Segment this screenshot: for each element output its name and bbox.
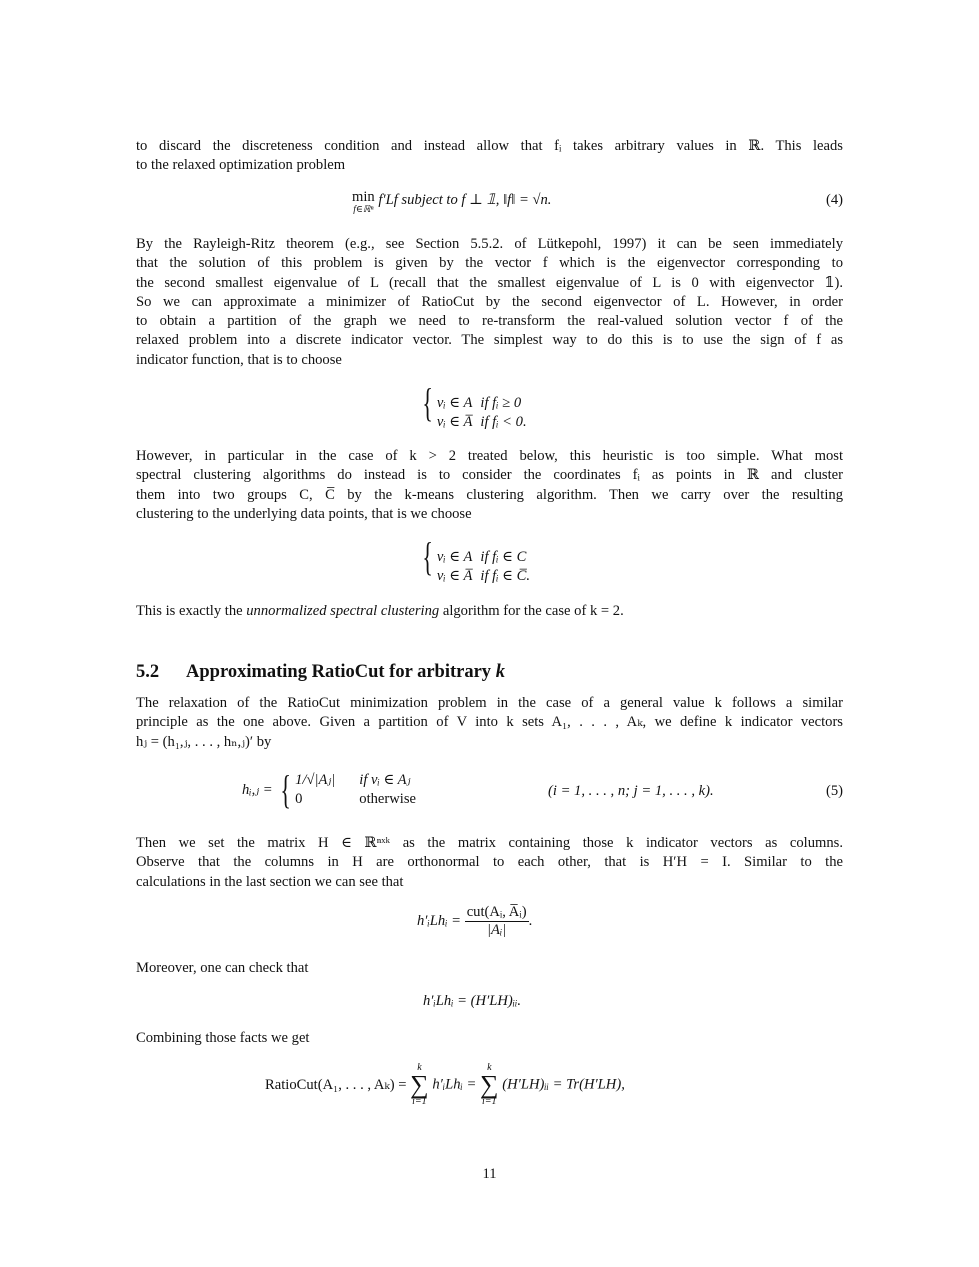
text-line: So we can approximate a minimizer of RatioCut by the second eigenvector of L. However, in order [136,293,843,310]
text-line: that the solution of this problem is given by the vector f which is the eigenvector corresponding to [136,255,843,272]
text-line: clustering to the underlying data points, that is we choose [136,505,472,522]
text-line: Then we set the matrix H ∈ ℝⁿˣᵏ as the matrix containing those k indicator vectors as columns. [136,835,843,851]
case-right: if fᵢ ∈ C̅. [480,567,531,584]
text-line: spectral clustering algorithms do instead is to consider the coordinates fᵢ as points in ℝ and cluster [136,467,843,484]
case-left: vᵢ ∈ A [436,548,473,565]
text-line: the second smallest eigenvalue of L (recall that the smallest eigenvalue of L is 0 with eigenvector 𝟙). [136,274,843,291]
left-brace: { [422,534,433,579]
equation-lhs: RatioCut(A₁, . . . , Aₖ) = [265,1077,407,1093]
equation-ratiocut-trace [265,1063,625,1107]
text-line: indicator function, that is to choose [136,351,342,368]
text-line: However, in particular in the case of k > 2 treated below, this heuristic is too simple. What most [136,448,843,464]
case-left: vᵢ ∈ A [436,394,473,411]
min-subscript: f∈ℝⁿ [353,205,374,215]
sum-lower-limit: i=1 [482,1096,497,1107]
case-left: vᵢ ∈ A̅ [436,413,473,430]
paragraph-unnormalized [136,602,843,621]
sum-upper-limit: k [487,1062,492,1073]
text-span: Combining those facts we get [136,1030,310,1046]
case-right: if fᵢ ∈ C [480,548,527,565]
equation-trace-entry: h′ᵢLhᵢ = (H′LH)ᵢᵢ. [423,993,522,1009]
equation-number: (5) [825,783,843,799]
left-brace: { [280,767,292,812]
text-line: to the relaxed optimization problem [136,157,346,174]
text-line: relaxed problem into a discrete indicator vector. The simplest way to do this is to use the sign of f as [136,332,843,349]
equation-tail: . [528,913,533,929]
cases-table [435,548,536,586]
equation-lhs: h′ᵢLhᵢ = [417,913,462,929]
paragraph-matrix-h [136,834,843,892]
text-span: Moreover, one can check that [136,960,309,976]
cases-cluster-rule [418,534,536,586]
equation-number: (4) [825,192,843,208]
cases-table [293,771,422,809]
equation-body: f′Lf subject to f ⊥ 𝟙, ‖f‖ = √n. [378,192,552,208]
text-line: The relaxation of the RatioCut minimization problem in the case of a general value k follows a similar [136,695,843,711]
equation-4 [352,191,551,217]
fraction-denominator: |Aᵢ| [487,922,507,938]
text-line: to discard the discreteness condition and instead allow that fᵢ takes arbitrary values in ℝ. This leads [136,138,843,154]
fraction-numerator: cut(Aᵢ, A̅ᵢ) [466,904,527,920]
case-right: if fᵢ ≥ 0 [480,394,522,411]
paragraph-kmeans [136,447,843,524]
paragraph-relaxation-intro [136,137,843,176]
equation-lhs: hᵢ,ⱼ = [242,782,273,798]
paragraph-moreover [136,959,843,978]
paragraph-general-k [136,694,843,752]
case-left: 0 [295,791,303,807]
case-right: if vᵢ ∈ Aⱼ [359,772,411,788]
equation-term: (H′LH)ᵢᵢ = Tr(H′LH), [502,1076,625,1093]
section-number: 5.2 [136,662,160,682]
equation-cut-ratio [417,904,532,939]
paragraph-combining [136,1029,843,1048]
page-number: 11 [482,1166,497,1182]
text-line: to obtain a partition of the graph we need to re-transform the real-valued solution vector f of the [136,313,843,330]
case-left: vᵢ ∈ A̅ [436,567,473,584]
cases-sign-rule [418,380,533,432]
sigma-symbol: ∑ [410,1070,429,1099]
equation-range: (i = 1, . . . , n; j = 1, . . . , k). [548,783,714,799]
text-line: calculations in the last section we can see that [136,873,404,890]
cases-table [435,394,533,432]
text-line: Observe that the columns in H are orthonormal to each other, that is H′H = I. Similar to the [136,854,843,871]
text-line: principle as the one above. Given a partition of V into k sets A₁, . . . , Aₖ, we define k indicator vectors [136,714,843,731]
text-span: This is exactly the [136,603,247,619]
section-heading [136,662,505,683]
min-operator: min [352,189,375,205]
sum-operator [410,1063,429,1107]
section-title-var: k [495,662,505,682]
paragraph-rayleigh-ritz [136,235,843,370]
sum-upper-limit: k [417,1062,422,1073]
left-brace: { [422,380,433,425]
case-left: 1/√|Aⱼ| [295,772,336,788]
sigma-symbol: ∑ [480,1070,499,1099]
case-right: otherwise [359,791,417,807]
case-right: if fᵢ < 0. [480,413,527,430]
emphasis-term: unnormalized spectral clustering [246,603,440,619]
text-line: them into two groups C, C̅ by the k-means clustering algorithm. Then we carry over the resulting [136,486,843,503]
equation-term: h′ᵢLhᵢ = [432,1076,477,1093]
fraction [465,904,529,939]
text-span: algorithm for the case of k = 2. [439,603,624,619]
text-line: By the Rayleigh-Ritz theorem (e.g., see Section 5.5.2. of Lütkepohl, 1997) it can be seen immediately [136,236,843,252]
sum-lower-limit: i=1 [412,1096,427,1107]
text-line: hⱼ = (h₁,ⱼ, . . . , hₙ,ⱼ)′ by [136,733,272,750]
section-title: Approximating RatioCut for arbitrary [186,662,496,682]
equation-5 [242,767,422,812]
sum-operator [480,1063,499,1107]
